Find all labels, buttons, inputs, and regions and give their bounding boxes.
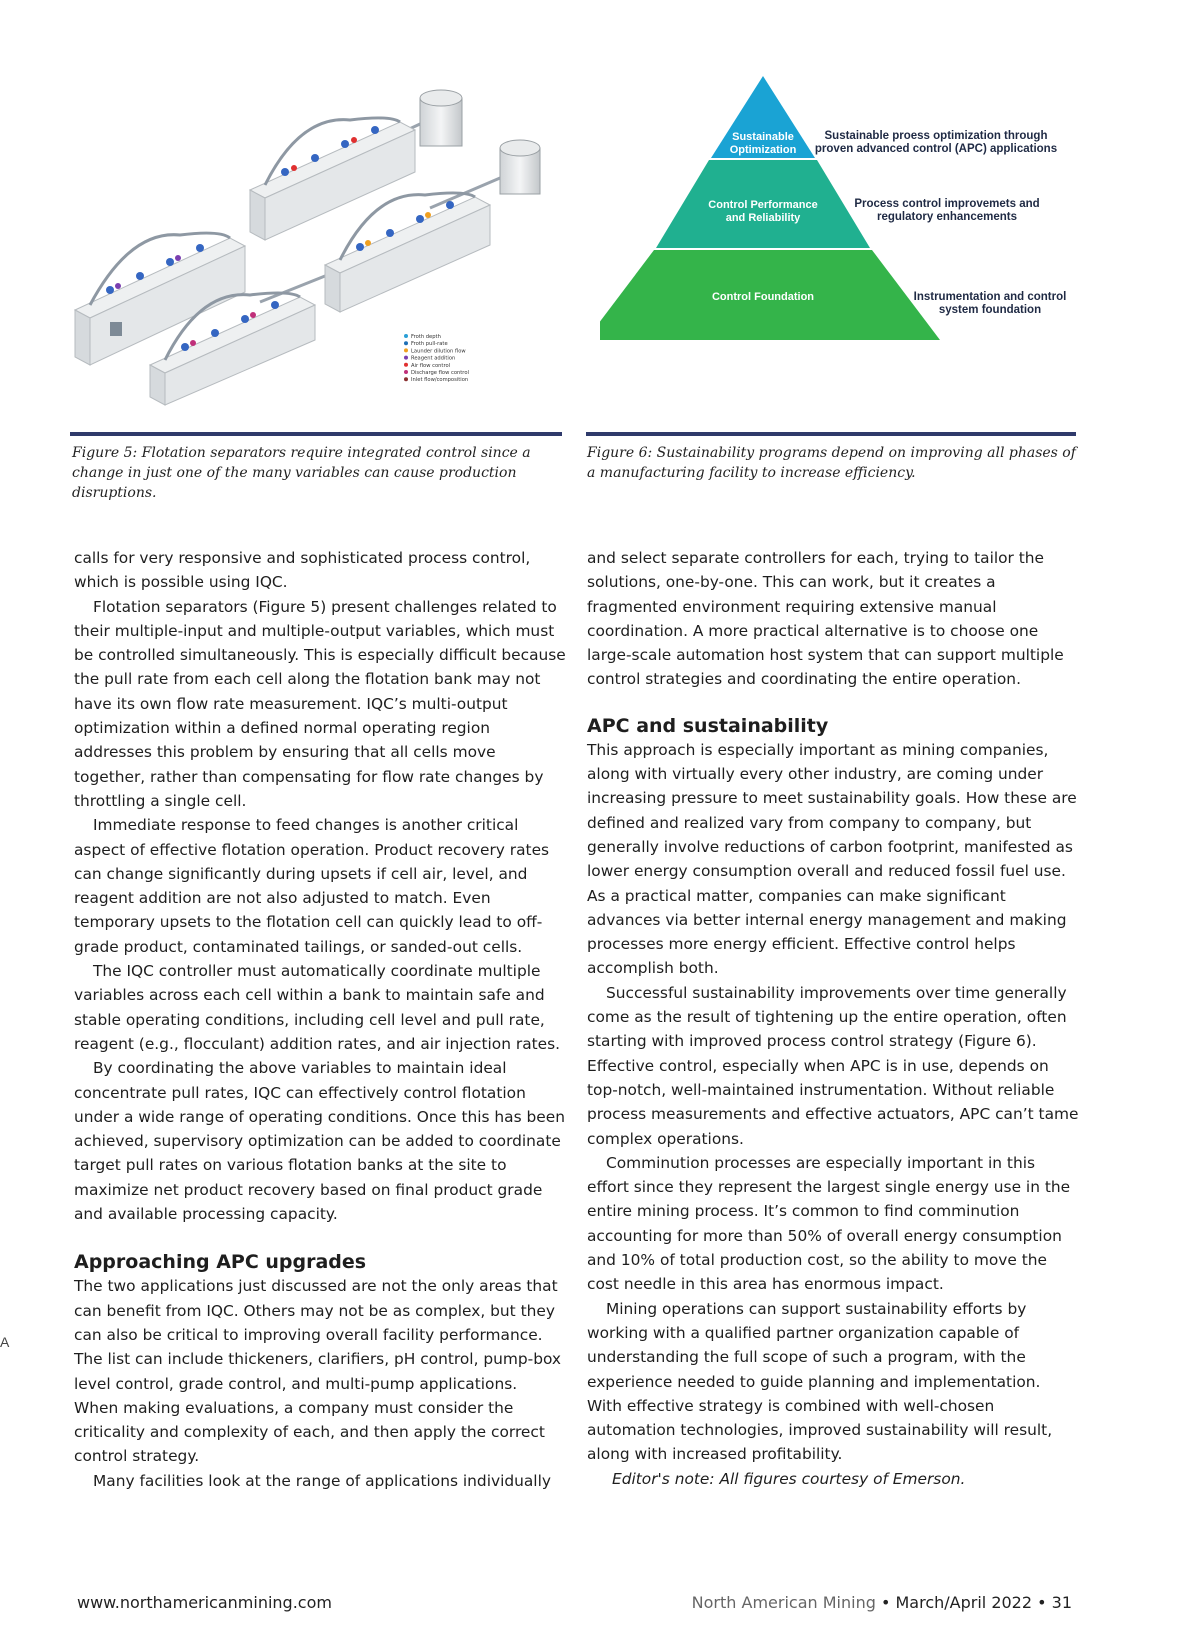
footer-issue: • March/April 2022 • 31 <box>880 1593 1072 1612</box>
legend-swatch <box>404 370 408 374</box>
legend-swatch <box>404 348 408 352</box>
tier-description-middle: Process control improvemets and regulatory enhancements <box>854 198 1040 223</box>
section-heading: Approaching APC upgrades <box>74 1251 367 1274</box>
right-column <box>587 546 1079 1491</box>
footer-publication: North American Mining <box>691 1593 876 1612</box>
flotation-bank <box>250 118 415 240</box>
footer-publication-info <box>692 1593 1072 1612</box>
legend-swatch <box>404 377 408 381</box>
paragraph: Comminution processes are especially important in this effort since they represent the largest single energy use in the entire mining process. It’s common to find comminution accounting for more than 50% of overall energy consumption and 10% of total production cost, so the ability to move the cost needle in this area has enormous impact. <box>587 1153 1071 1294</box>
paragraph: Flotation separators (Figure 5) present challenges related to their multiple-input and multiple-output variables, which must be controlled simultaneously. This is especially difficult because the pull rate from each cell along the flotation bank may not have its own flow rate measurement. IQC’s multi-output optimization within a defined normal operating region addresses this problem by ensuring that all cells move together, rather than compensating for flow rate changes by throttling a single cell. <box>74 597 566 810</box>
caption-rule <box>586 432 1076 436</box>
figure5-legend <box>404 334 469 383</box>
tier-label-middle: Control Performance and Reliability <box>708 199 818 224</box>
paragraph: Successful sustainability improvements over time generally come as the result of tightening up the entire operation, often starting with improved process control strategy (Figure 6). Effective control, especially when APC is in use, depends on top-notch, well-maintained instrumentation. Without reliable process measurements and effective actuators, APC can’t tame complex operations. <box>587 983 1079 1148</box>
sustainability-pyramid-figure <box>600 70 1120 370</box>
legend-swatch <box>404 356 408 360</box>
section-heading: APC and sustainability <box>587 714 829 737</box>
paragraph: Immediate response to feed changes is another critical aspect of effective flotation operation. Product recovery rates can change significantly during upsets if cell air, level, and reagent addition are not also adjusted to match. Even temporary upsets to the flotation cell can quickly lead to off-grade product, contaminated tailings, or sanded-out cells. <box>74 816 550 956</box>
edge-mark: A <box>0 1334 10 1350</box>
legend-label: Discharge flow control <box>411 370 469 376</box>
tier-label-bottom: Control Foundation <box>711 291 815 303</box>
storage-tank-icon <box>420 90 462 146</box>
paragraph: The IQC controller must automatically coordinate multiple variables across each cell within a bank to maintain safe and stable operating conditions, including cell level and pull rate, reagent (e.g., flocculant) addition rates, and air injection rates. <box>74 962 561 1053</box>
flotation-bank <box>325 193 490 312</box>
figure5-caption: Figure 5: Flotation separators require integrated control since a change in just one of the many variables can cause production disruptions. <box>72 445 531 501</box>
paragraph: The two applications just discussed are not the only areas that can benefit from IQC. Others may not be as complex, but they can also be critical to improving overall facility performance. The list can include thickeners, clarifiers, pH control, pump-box level control, grade control, and multi-pump applications. When making evaluations, a company must consider the criticality and complexity of each, and then apply the correct control strategy. <box>74 1277 562 1466</box>
legend-label: Launder dilution flow <box>411 348 466 355</box>
paragraph: calls for very responsive and sophisticated process control, which is possible using IQC. <box>74 549 531 592</box>
legend-label: Air flow control <box>411 362 451 369</box>
legend-label: Reagent addition <box>411 355 456 362</box>
tier-label-top: Sustainable Optimization <box>729 131 797 156</box>
paragraph: Mining operations can support sustainability efforts by working with a qualified partner organization capable of understanding the full scope of such a program, with the experience needed to guide planning and implementation. With effective strategy is combined with well-chosen automation technologies, improved sustainability will result, along with increased profitability. <box>587 1299 1053 1464</box>
left-column <box>74 546 566 1493</box>
paragraph: and select separate controllers for each, trying to tailor the solutions, one-by-one. This can work, but it creates a fragmented environment requiring extensive manual coordination. A more practical alternative is to choose one large-scale automation host system that can support multiple control strategies and coordinating the entire operation. <box>587 549 1064 689</box>
legend-label: Froth depth <box>411 334 441 340</box>
tier-description-top: Sustainable proess optimization through proven advanced control (APC) applications <box>814 130 1058 155</box>
caption-rule <box>70 432 562 436</box>
tier-description-bottom: Instrumentation and control system foundation <box>913 291 1067 316</box>
paragraph: Many facilities look at the range of applications individually <box>93 1471 551 1490</box>
legend-swatch <box>404 334 408 338</box>
legend-swatch <box>404 363 408 367</box>
paragraph: By coordinating the above variables to maintain ideal concentrate pull rates, IQC can effectively control flotation under a wide range of operating conditions. Once this has been achieved, supervisory optimization can be added to coordinate target pull rates on various flotation banks at the site to maximize net product recovery based on final product grade and available processing capacity. <box>74 1059 565 1224</box>
flotation-separators-figure <box>70 60 570 410</box>
paragraph: This approach is especially important as mining companies, along with virtually every other industry, are coming under increasing pressure to meet sustainability goals. How these are defined and realized vary from company to company, but generally involve reductions of carbon footprint, manifested as lower energy consumption overall and reduced fossil fuel use. As a practical matter, companies can make significant advances via better internal energy management and making processes more energy efficient. Effective control helps accomplish both. <box>587 740 1077 978</box>
footer-website[interactable]: www.northamericanmining.com <box>77 1593 332 1612</box>
legend-label: Froth pull-rate <box>411 341 448 348</box>
storage-tank-icon <box>500 140 540 194</box>
editors-note: Editor's note: All figures courtesy of Emerson. <box>612 1469 966 1488</box>
legend-swatch <box>404 341 408 345</box>
figure6-caption: Figure 6: Sustainability programs depend on improving all phases of a manufacturing facility to increase efficiency. <box>587 445 1076 481</box>
legend-label: Inlet flow/composition <box>411 377 469 384</box>
